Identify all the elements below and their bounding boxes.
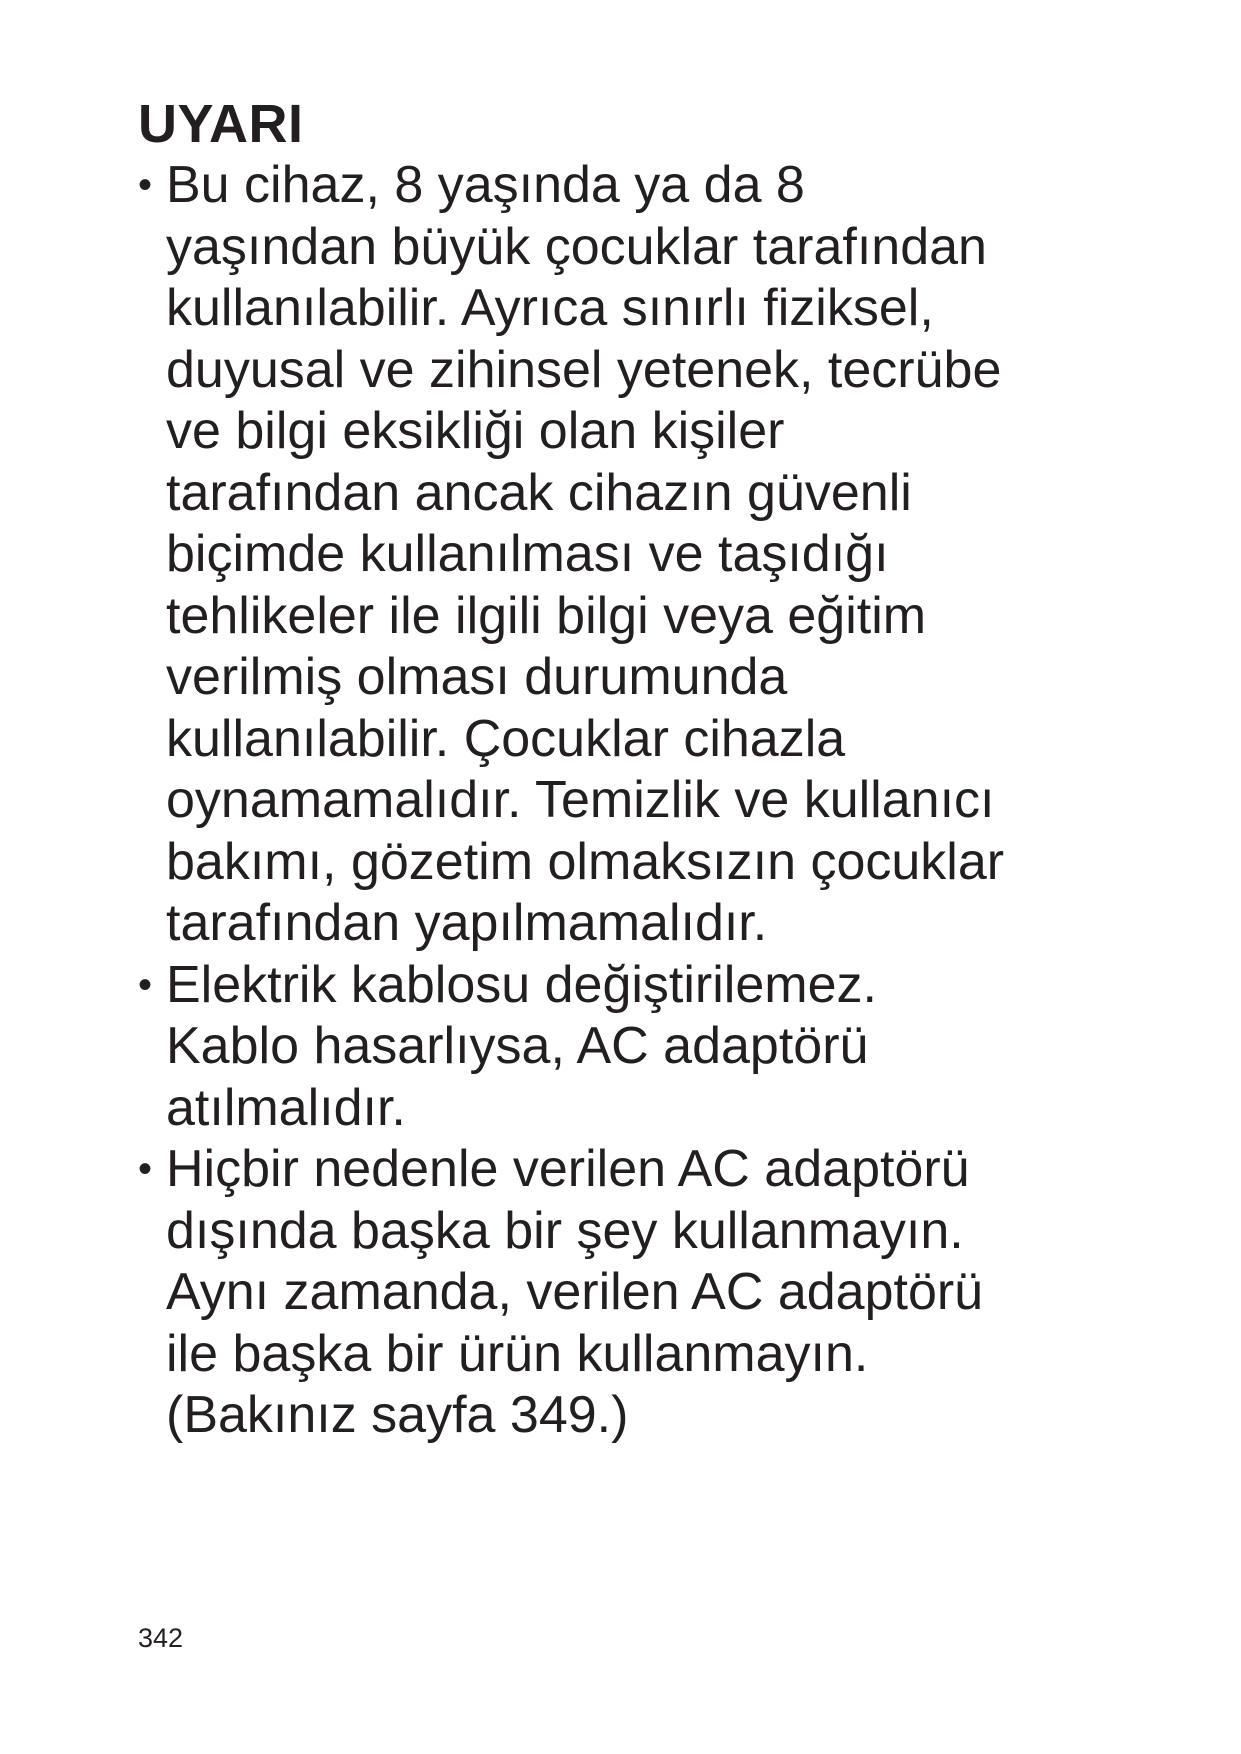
warning-list — [138, 155, 1138, 1447]
warning-heading: UYARI — [138, 94, 304, 154]
warning-item-power-cord — [138, 955, 1138, 1140]
bullet-icon: • — [138, 1147, 153, 1191]
warning-item-ac-adapter — [138, 1139, 1138, 1447]
warning-item-children-use — [138, 155, 1138, 955]
page-number: 342 — [138, 1623, 184, 1653]
warning-text: Hiçbir nedenle verilen AC adaptörü dışında başka bir şey kullanmayın. Aynı zamanda, verilen AC adaptörü ile başka bir ürün kullanmayın. (Bakınız sayfa 349.) — [166, 1140, 984, 1444]
warning-text: Bu cihaz, 8 yaşında ya da 8 yaşından büyük çocuklar tarafından kullanılabilir. Ayrıca sınırlı fiziksel, duyusal ve zihinsel yetenek, tecrübe ve bilgi eksikliği olan kişiler tarafından ancak cihazın güvenli biçimde kullanılması ve taşıdığı tehlikeler ile ilgili bilgi veya eğitim verilmiş olması durumunda kullanılabilir. Çocuklar cihazla oynamamalıdır. Temizlik ve kullanıcı bakımı, gözetim olmaksızın çocuklar tarafından yapılmamalıdır. — [166, 156, 1005, 952]
warning-text: Elektrik kablosu değiştirilemez. Kablo hasarlıysa, AC adaptörü atılmalıdır. — [166, 955, 877, 1137]
bullet-icon: • — [138, 163, 153, 207]
bullet-icon: • — [138, 962, 153, 1007]
